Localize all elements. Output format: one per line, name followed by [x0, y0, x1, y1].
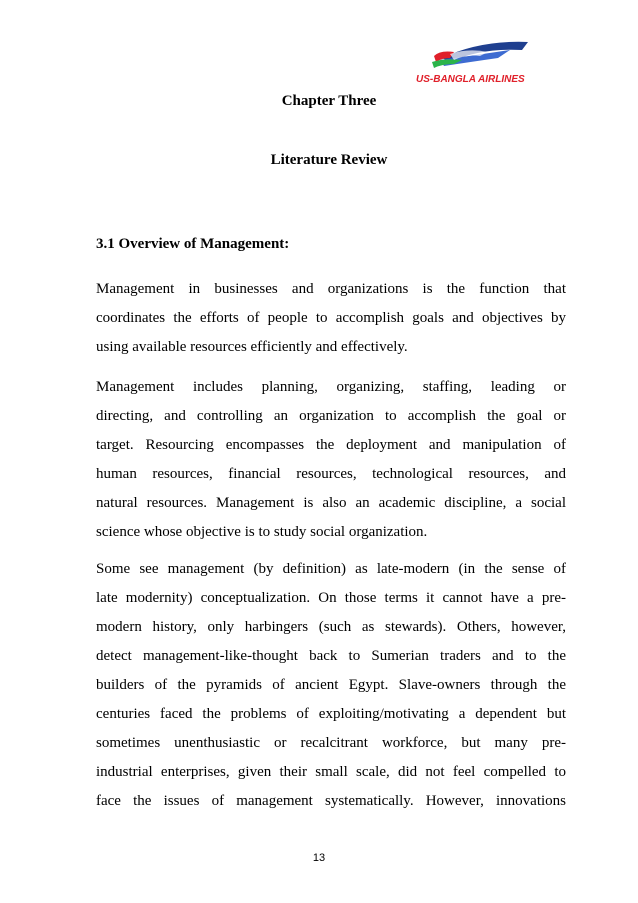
text-line: coordinates the efforts of people to accomplish goals and objectives by — [96, 310, 566, 326]
text-line: face the issues of management systematically. However, innovations — [96, 793, 566, 809]
text-line: Management includes planning, organizing, staffing, leading or — [96, 379, 566, 395]
page-number: 13 — [312, 852, 326, 864]
paragraph — [96, 555, 566, 816]
text-line: target. Resourcing encompasses the deployment and manipulation of — [96, 437, 566, 453]
text-line: industrial enterprises, given their small scale, did not feel compelled to — [96, 764, 566, 780]
text-line: centuries faced the problems of exploiting/motivating a dependent but — [96, 706, 566, 722]
paragraph — [96, 373, 566, 547]
section-heading: 3.1 Overview of Management: — [96, 236, 290, 252]
text-line: Some see management (by definition) as late-modern (in the sense of — [96, 561, 566, 577]
text-line: human resources, financial resources, technological resources, and — [96, 466, 566, 482]
text-line: Management in businesses and organizations is the function that — [96, 281, 566, 297]
paragraph — [96, 275, 566, 362]
logo-text: US-BANGLA AIRLINES — [416, 74, 525, 85]
text-line: builders of the pyramids of ancient Egypt. Slave-owners through the — [96, 677, 566, 693]
text-line: using available resources efficiently and effectively. — [96, 339, 408, 355]
text-line: directing, and controlling an organization to accomplish the goal or — [96, 408, 566, 424]
text-line: late modernity) conceptualization. On those terms it cannot have a pre- — [96, 590, 566, 606]
airline-logo — [410, 36, 560, 86]
text-line: sometimes unenthusiastic or recalcitrant workforce, but many pre- — [96, 735, 566, 751]
airline-logo-mark — [410, 36, 560, 86]
text-line: modern history, only harbingers (such as stewards). Others, however, — [96, 619, 566, 635]
text-line: science whose objective is to study social organization. — [96, 524, 428, 540]
text-line: natural resources. Management is also an academic discipline, a social — [96, 495, 566, 511]
text-line: detect management-like-thought back to Sumerian traders and to the — [96, 648, 566, 664]
chapter-subtitle: Literature Review — [270, 152, 388, 168]
chapter-title: Chapter Three — [281, 93, 377, 109]
